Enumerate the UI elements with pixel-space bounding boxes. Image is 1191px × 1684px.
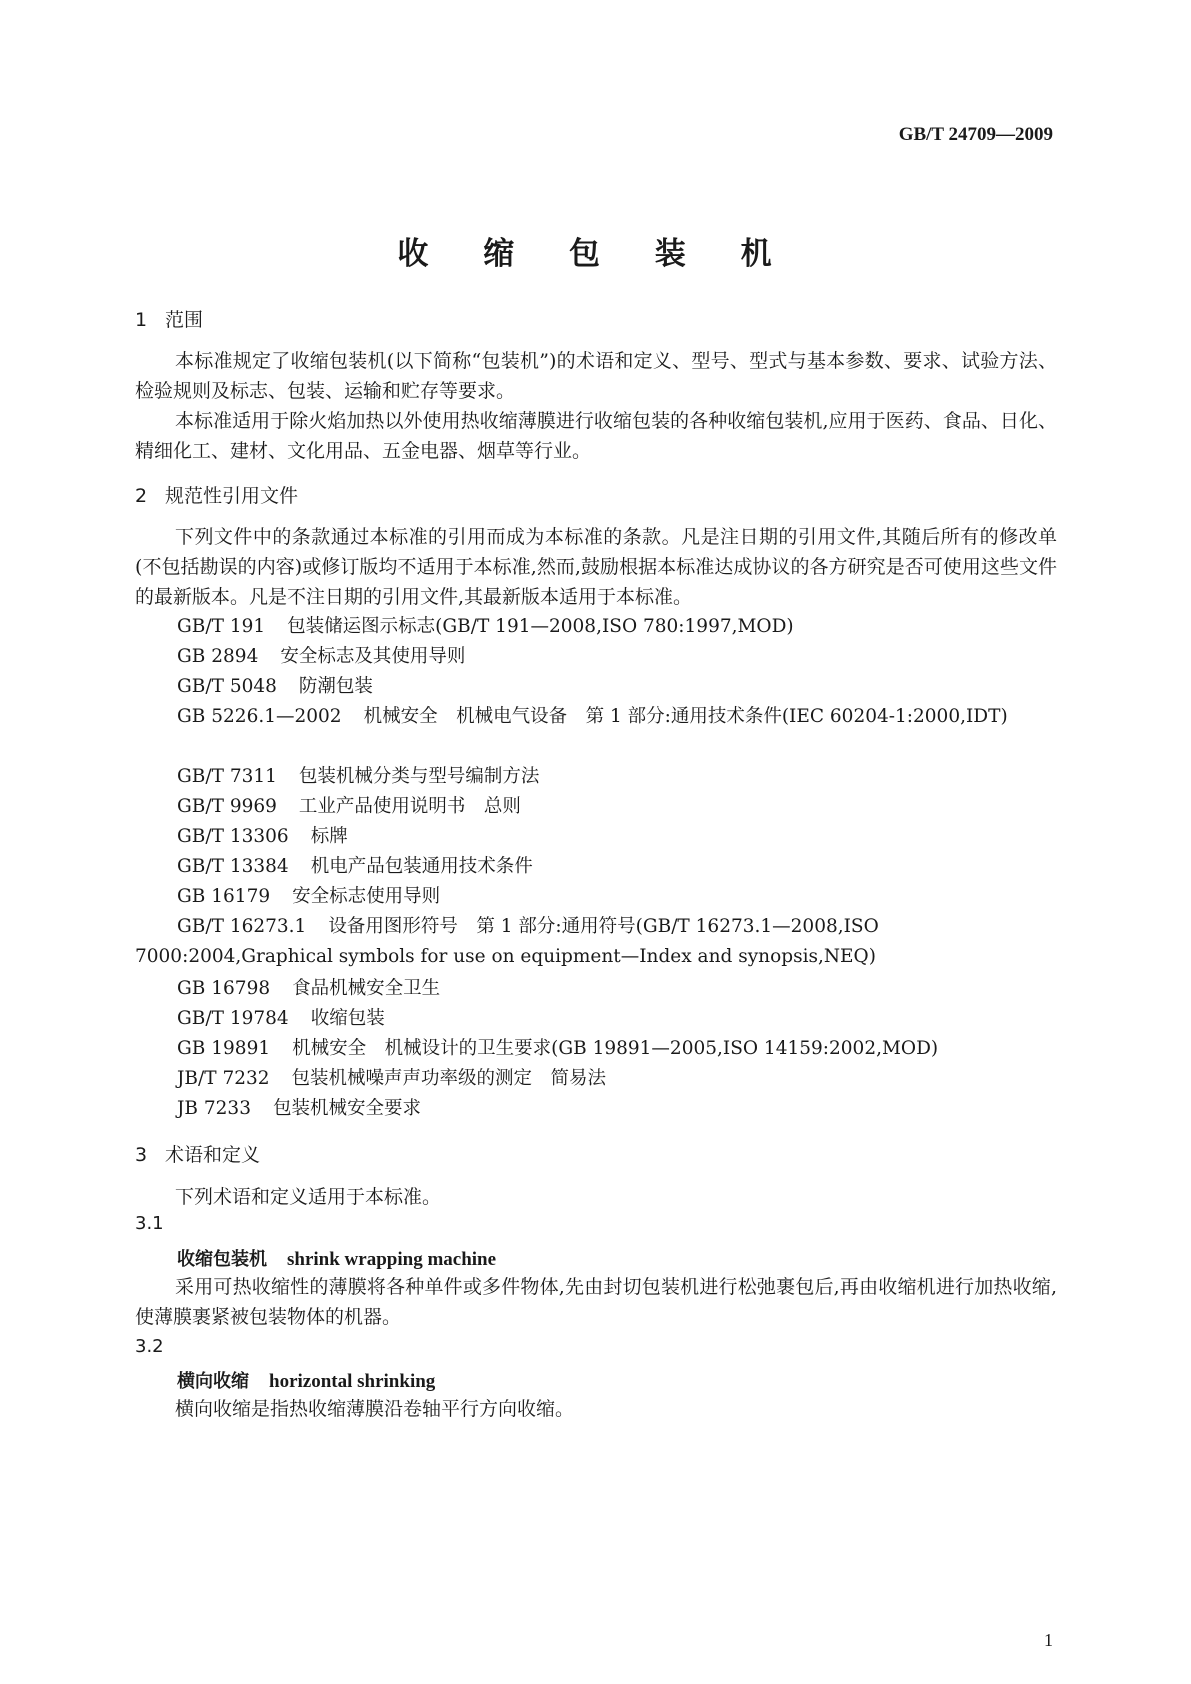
section-title: 范围 (165, 309, 204, 331)
ref-code: GB/T 19784 (177, 1008, 289, 1029)
reference-item (177, 882, 440, 908)
ref-title: 机械安全 机械设计的卫生要求(GB 19891—2005,ISO 14159:2002,MOD) (292, 1038, 939, 1059)
ref-title: 安全标志使用导则 (292, 886, 441, 907)
section-1-heading (135, 305, 203, 332)
ref-code: GB/T 191 (177, 616, 266, 637)
reference-item (135, 912, 1057, 972)
section-2-heading (135, 481, 298, 508)
reference-item (135, 702, 1057, 732)
paragraph: 下列术语和定义适用于本标准。 (175, 1186, 442, 1208)
ref-title: 安全标志及其使用导则 (280, 646, 466, 667)
section-number: 1 (135, 309, 148, 331)
ref-title: 收缩包装 (310, 1008, 385, 1029)
ref-title: 标牌 (310, 826, 348, 847)
ref-code: GB/T 7311 (177, 766, 277, 787)
section-title: 规范性引用文件 (165, 485, 299, 507)
ref-code: GB/T 16273.1 (177, 916, 307, 937)
ref-code: JB 7233 (177, 1098, 251, 1119)
ref-code: GB 16179 (177, 886, 271, 907)
ref-title: 食品机械安全卫生 (292, 978, 441, 999)
ref-title: 包装机械噪声声功率级的测定 简易法 (291, 1068, 607, 1089)
reference-item (177, 852, 533, 878)
reference-item (177, 642, 465, 668)
ref-code: GB/T 9969 (177, 796, 277, 817)
standard-code: GB/T 24709—2009 (898, 124, 1053, 145)
term-en: horizontal shrinking (269, 1371, 436, 1392)
page-number: 1 (1044, 1630, 1053, 1650)
section-number: 2 (135, 485, 148, 507)
reference-item (177, 1034, 938, 1060)
ref-code: GB/T 5048 (177, 676, 277, 697)
ref-title: 设备用图形符号 第 1 部分:通用符号(GB/T 16273.1—2008,ISO 7000:2004,Graphical symbols for use on equipment—Index and synopsis,NEQ) (135, 916, 879, 967)
reference-item (177, 822, 348, 848)
paragraph: 下列文件中的条款通过本标准的引用而成为本标准的条款。凡是注日期的引用文件,其随后所有的修改单(不包括勘误的内容)或修订版均不适用于本标准,然而,鼓励根据本标准达成协议的各方研究是否可使用这些文件的最新版本。凡是不注日期的引用文件,其最新版本适用于本标准。 (135, 526, 1057, 608)
ref-title: 工业产品使用说明书 总则 (298, 796, 521, 817)
term-en: shrink wrapping machine (287, 1249, 497, 1270)
reference-item (177, 792, 521, 818)
reference-item (177, 672, 373, 698)
ref-code: JB/T 7232 (177, 1068, 270, 1089)
paragraph: 本标准规定了收缩包装机(以下简称“包装机”)的术语和定义、型号、型式与基本参数、要求、试验方法、检验规则及标志、包装、运输和贮存等要求。 (135, 350, 1057, 402)
ref-code: GB 19891 (177, 1038, 271, 1059)
ref-code: GB/T 13306 (177, 826, 289, 847)
reference-item (177, 974, 440, 1000)
ref-title: 防潮包装 (298, 676, 373, 697)
ref-code: GB 5226.1—2002 (177, 706, 342, 727)
clause-number: 3.2 (135, 1336, 164, 1357)
ref-title: 包装机械分类与型号编制方法 (298, 766, 540, 787)
ref-title: 包装机械安全要求 (272, 1098, 421, 1119)
ref-code: GB 2894 (177, 646, 259, 667)
reference-item (177, 1094, 421, 1120)
reference-item (177, 762, 539, 788)
ref-title: 机械安全 机械电气设备 第 1 部分:通用技术条件(IEC 60204-1:2000,IDT) (363, 706, 1008, 727)
document-title: 收 缩 包 装 机 (397, 236, 794, 272)
term-heading (177, 1367, 435, 1393)
term-zh: 横向收缩 (177, 1371, 249, 1392)
ref-code: GB 16798 (177, 978, 271, 999)
section-number: 3 (135, 1144, 148, 1166)
paragraph: 本标准适用于除火焰加热以外使用热收缩薄膜进行收缩包装的各种收缩包装机,应用于医药、食品、日化、精细化工、建材、文化用品、五金电器、烟草等行业。 (135, 410, 1057, 462)
ref-title: 机电产品包装通用技术条件 (310, 856, 533, 877)
reference-item (177, 1064, 606, 1090)
ref-title: 包装储运图示标志(GB/T 191—2008,ISO 780:1997,MOD) (287, 616, 794, 637)
section-title: 术语和定义 (165, 1144, 261, 1166)
section-3-heading (135, 1140, 260, 1167)
term-definition: 横向收缩是指热收缩薄膜沿卷轴平行方向收缩。 (175, 1398, 575, 1420)
term-definition: 采用可热收缩性的薄膜将各种单件或多件物体,先由封切包装机进行松弛裹包后,再由收缩机进行加热收缩,使薄膜裹紧被包装物体的机器。 (135, 1276, 1057, 1328)
term-heading (177, 1245, 496, 1271)
clause-number: 3.1 (135, 1213, 164, 1234)
reference-item (177, 1004, 385, 1030)
term-zh: 收缩包装机 (177, 1249, 267, 1270)
reference-item (177, 612, 794, 638)
ref-code: GB/T 13384 (177, 856, 289, 877)
